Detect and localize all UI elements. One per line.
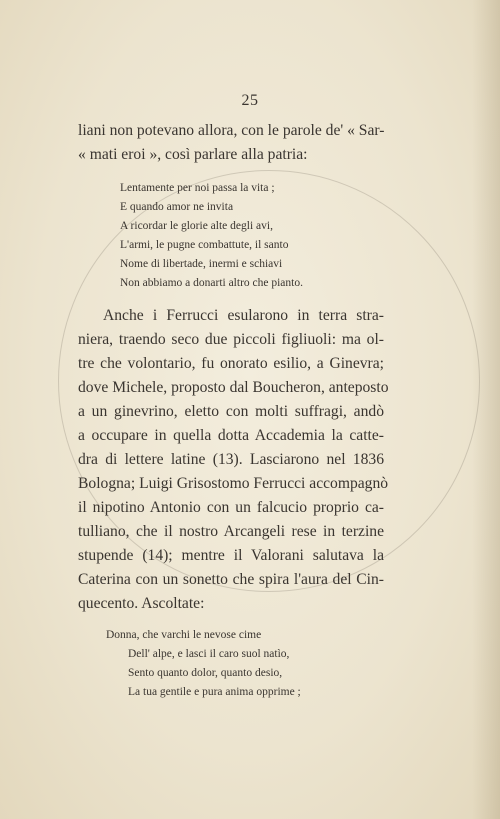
- verse-line: Lentamente per noi passa la vita ;: [120, 182, 275, 194]
- verse-line: A ricordar le glorie alte degli avi,: [120, 220, 273, 232]
- text-line: liani non potevano allora, con le parole de' « Sar-: [78, 122, 385, 139]
- verse-line: L'armi, le pugne combattute, il santo: [120, 239, 289, 251]
- verse-line: La tua gentile e pura anima opprime ;: [128, 686, 301, 698]
- text-line: quecento. Ascoltate:: [78, 595, 205, 612]
- page-number: 25: [241, 92, 259, 109]
- text-line: Caterina con un sonetto che spira l'aura del Cin-: [78, 571, 384, 588]
- text-line: tulliano, che il nostro Arcangeli rese in terzine: [78, 523, 384, 540]
- verse-line: E quando amor ne invita: [120, 201, 234, 213]
- verse-line: Non abbiamo a donarti altro che pianto.: [120, 277, 303, 289]
- text-line: tre che volontario, fu onorato esilio, a Ginevra;: [78, 355, 384, 372]
- text-line: a un ginevrino, eletto con molti suffragi, andò: [78, 403, 384, 420]
- text-line: a occupare in quella dotta Accademia la catte-: [78, 427, 384, 444]
- verse-line: Dell' alpe, e lasci il caro suol natìo,: [128, 648, 290, 660]
- text-line: niera, traendo seco due piccoli figliuoli: ma ol-: [78, 331, 384, 348]
- verse-line: Nome di libertade, inermi e schiavi: [120, 258, 283, 270]
- text-line: stupende (14); mentre il Valorani salutava la: [78, 547, 384, 564]
- text-line: il nipotino Antonio con un falcucio proprio ca-: [78, 499, 384, 516]
- verse-line: Donna, che varchi le nevose cime: [106, 629, 262, 641]
- text-line: Bologna; Luigi Grisostomo Ferrucci accompagnò: [78, 475, 389, 492]
- text-line: dove Michele, proposto dal Boucheron, anteposto: [78, 379, 389, 396]
- text-line: Anche i Ferrucci esularono in terra stra-: [103, 307, 384, 324]
- verse-line: Sento quanto dolor, quanto desio,: [128, 667, 283, 679]
- text-line: « mati eroi », così parlare alla patria:: [78, 146, 308, 163]
- text-line: dra di lettere latine (13). Lasciarono nel 1836: [78, 451, 384, 468]
